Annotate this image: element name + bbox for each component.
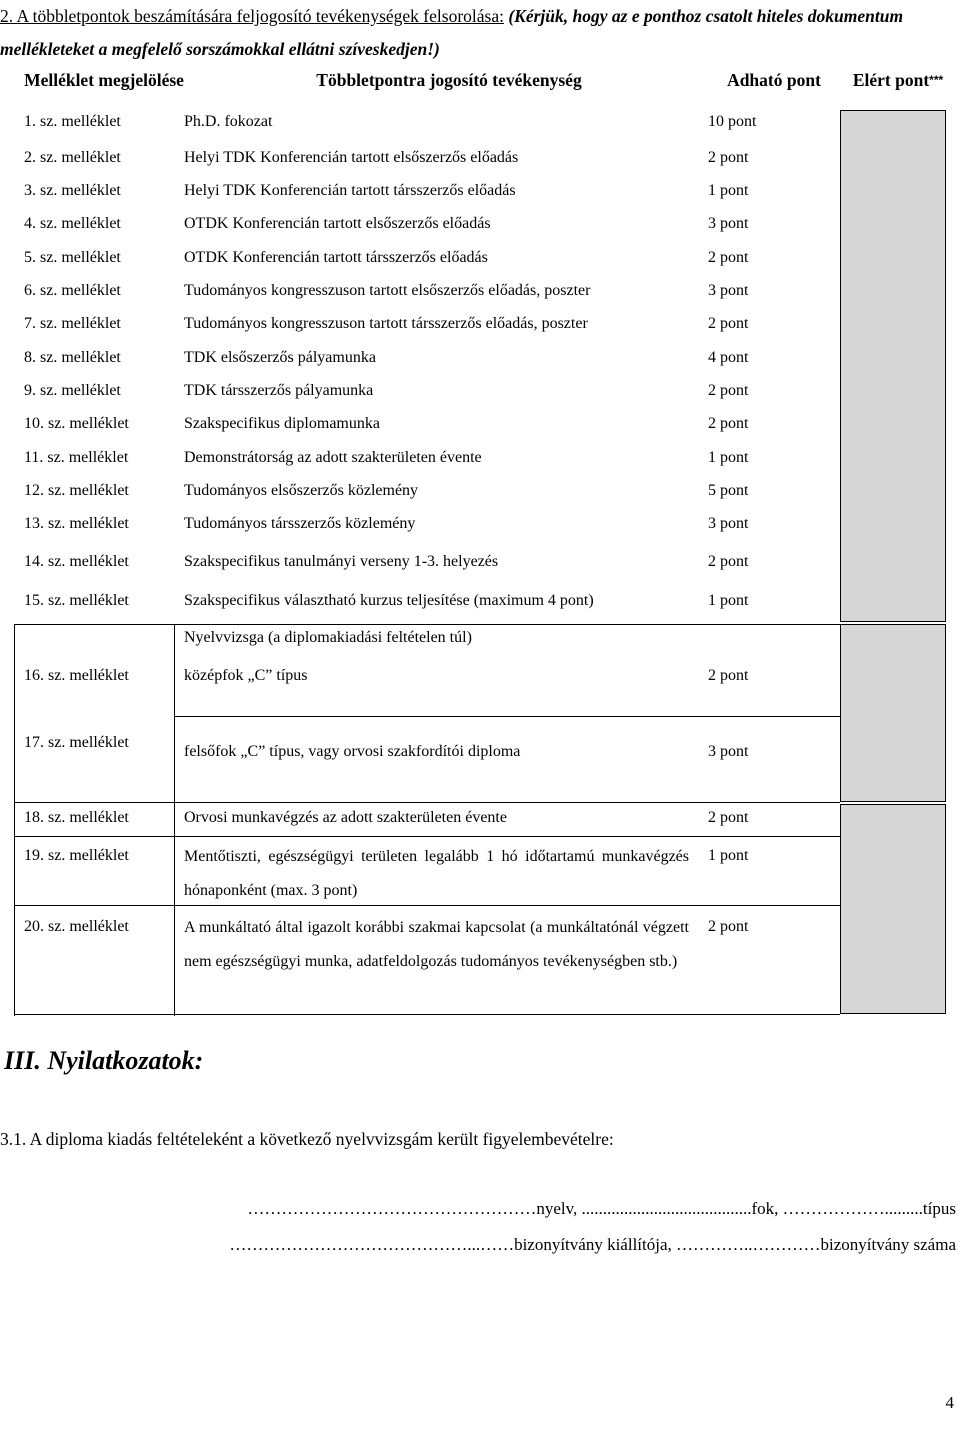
- row-points: 2 pont: [708, 149, 749, 166]
- row-activity: Tudományos kongresszuson tartott elsőszerzős előadás, poszter: [184, 282, 591, 299]
- row-ref: 8. sz. melléklet: [24, 349, 121, 366]
- header-earned: [850, 68, 946, 92]
- row-ref: 18. sz. melléklet: [24, 809, 129, 826]
- row-activity-19: Mentőtiszti, egészségügyi területen legalább 1 hó időtartamú munkavégzés hónaponként (max. 3 pont): [184, 848, 689, 899]
- row-ref: 10. sz. melléklet: [24, 415, 129, 432]
- row-points: 2 pont: [708, 809, 749, 826]
- row-points: 2 pont: [708, 382, 749, 399]
- row-ref: 20. sz. melléklet: [24, 918, 129, 935]
- row-ref: 7. sz. melléklet: [24, 315, 121, 332]
- row-points: 3 pont: [708, 515, 749, 532]
- row-activity: Szakspecifikus diplomamunka: [184, 415, 380, 432]
- certificate-fill-line[interactable]: ……………………………………...……bizonyítvány kiállítója, …………..…………bizonyítvány száma: [229, 1235, 956, 1254]
- row-points: 1 pont: [708, 449, 749, 466]
- language-exam-heading: Nyelvvizsga (a diplomakiadási feltételen túl): [184, 629, 472, 646]
- row-points: 2 pont: [708, 918, 749, 935]
- row-points: 2 pont: [708, 415, 749, 432]
- row-ref: 9. sz. melléklet: [24, 382, 121, 399]
- row-activity-20: A munkáltató által igazolt korábbi szakmai kapcsolat (a munkáltatónál végzett nem egészségügyi munka, adatfeldolgozás tudományos tevékenységben stb.): [184, 919, 689, 970]
- earned-cell-1-15[interactable]: [840, 110, 946, 622]
- row-ref: 17. sz. melléklet: [24, 734, 129, 751]
- language-group-divider: [174, 716, 840, 717]
- row-points: 1 pont: [708, 592, 749, 609]
- table-border-left: [14, 624, 15, 1016]
- row-ref: 16. sz. melléklet: [24, 667, 129, 684]
- row-points: 10 pont: [708, 113, 757, 130]
- table-bottom-border: [14, 1014, 840, 1015]
- intro-instruction: (Kérjük, hogy az e ponthoz csatolt hiteles dokumentum mellékleteket a megfelelő sorszámokkal ellátni szíveskedjen!): [0, 6, 904, 59]
- row-points: 5 pont: [708, 482, 749, 499]
- row-activity: Szakspecifikus tanulmányi verseny 1-3. helyezés: [184, 553, 499, 570]
- row-activity: Tudományos társszerzős közlemény: [184, 515, 416, 532]
- row-activity: Tudományos elsőszerzős közlemény: [184, 482, 419, 499]
- row-activity: OTDK Konferencián tartott társszerzős előadás: [184, 249, 488, 266]
- row-activity: Helyi TDK Konferencián tartott elsőszerzős előadás: [184, 149, 519, 166]
- row-activity: Orvosi munkavégzés az adott szakterületen évente: [184, 809, 507, 826]
- bonus-points-table: [14, 64, 946, 1016]
- row-ref: 15. sz. melléklet: [24, 592, 129, 609]
- row-activity: OTDK Konferencián tartott elsőszerzős előadás: [184, 215, 491, 232]
- row-ref: 14. sz. melléklet: [24, 553, 129, 570]
- row-activity: középfok „C” típus: [184, 667, 308, 684]
- page-number: 4: [945, 1393, 954, 1412]
- row-ref: 6. sz. melléklet: [24, 282, 121, 299]
- row-ref: 13. sz. melléklet: [24, 515, 129, 532]
- row-points: 2 pont: [708, 249, 749, 266]
- row-activity: TDK elsőszerzős pályamunka: [184, 349, 376, 366]
- row-18-bottom-border: [14, 836, 840, 837]
- row-points: 4 pont: [708, 349, 749, 366]
- row-points: 1 pont: [708, 182, 749, 199]
- header-earned-mark: ***: [929, 73, 944, 87]
- row-points: 2 pont: [708, 667, 749, 684]
- row-points: 3 pont: [708, 282, 749, 299]
- row-ref: 1. sz. melléklet: [24, 113, 121, 130]
- row-ref: 5. sz. melléklet: [24, 249, 121, 266]
- row-points: 1 pont: [708, 847, 749, 864]
- row-activity: Helyi TDK Konferencián tartott társszerzős előadás: [184, 182, 516, 199]
- earned-cell-16-17[interactable]: [840, 624, 946, 802]
- row-points: 2 pont: [708, 553, 749, 570]
- row-activity: Tudományos kongresszuson tartott társszerzős előadás, poszter: [184, 315, 588, 332]
- row-activity: Ph.D. fokozat: [184, 113, 273, 130]
- row-activity: Demonstrátorság az adott szakterületen évente: [184, 449, 482, 466]
- row-ref: 19. sz. melléklet: [24, 847, 129, 864]
- section-title: III. Nyilatkozatok:: [4, 1046, 204, 1075]
- intro-paragraph: [0, 0, 955, 66]
- declaration-text: 3.1. A diploma kiadás feltételeként a következő nyelvvizsgám került figyelembevételre:: [0, 1129, 614, 1149]
- header-earned-label: Elért pont: [852, 70, 930, 90]
- earned-cell-18-20[interactable]: [840, 804, 946, 1014]
- row-ref: 11. sz. melléklet: [24, 449, 129, 466]
- row-ref: 3. sz. melléklet: [24, 182, 121, 199]
- row-ref: 2. sz. melléklet: [24, 149, 121, 166]
- row-ref: 12. sz. melléklet: [24, 482, 129, 499]
- row-points: 3 pont: [708, 215, 749, 232]
- header-points: Adható pont: [727, 70, 821, 90]
- header-activity: Többletpontra jogosító tevékenység: [316, 70, 582, 90]
- row-activity: TDK társszerzős pályamunka: [184, 382, 374, 399]
- row-points: 2 pont: [708, 315, 749, 332]
- table-col-divider: [174, 624, 175, 1016]
- header-attachment: Melléklet megjelölése: [24, 70, 184, 90]
- language-exam-fill-line[interactable]: ……………………………………………nyelv, ........................................fok, ……………….........típus: [247, 1199, 956, 1218]
- row-16-top-border: [14, 624, 840, 625]
- row-activity: Szakspecifikus választható kurzus teljesítése (maximum 4 pont): [184, 592, 594, 609]
- row-ref: 4. sz. melléklet: [24, 215, 121, 232]
- row-17-bottom-border: [14, 802, 840, 803]
- intro-number-text: 2. A többletpontok beszámítására feljogosító tevékenységek felsorolása:: [0, 6, 504, 26]
- row-points: 3 pont: [708, 743, 749, 760]
- row-activity: felsőfok „C” típus, vagy orvosi szakfordítói diploma: [184, 743, 521, 760]
